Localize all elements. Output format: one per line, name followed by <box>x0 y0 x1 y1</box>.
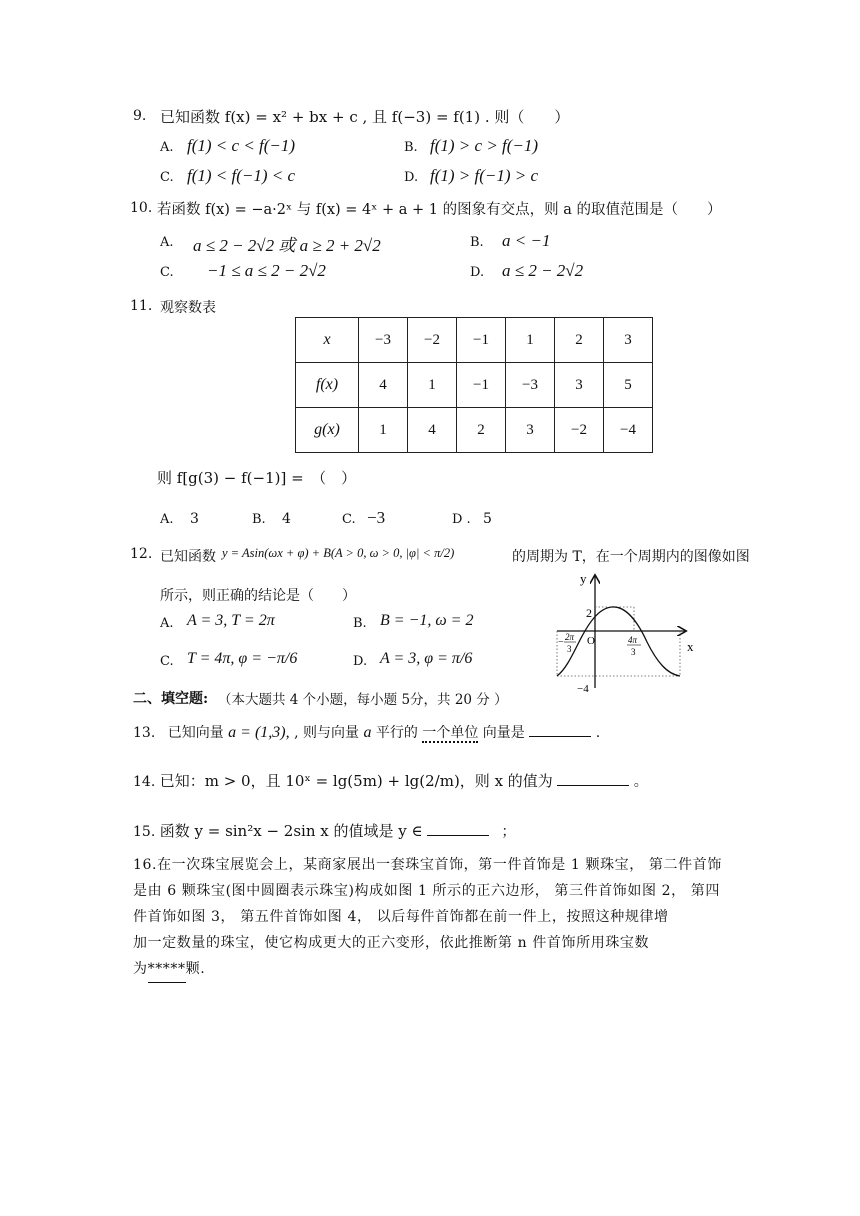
table-cell: −2 <box>408 318 457 363</box>
q9-option-c-label: C. <box>160 170 174 185</box>
q11-option-d-label: D . <box>452 512 471 527</box>
q13-line <box>133 722 600 742</box>
q10-stem: 若函数 f(x) = −a·2ˣ 与 f(x) = 4ˣ + a + 1 的图象有交点，则 a 的取值范围是（ ） <box>157 202 722 218</box>
q15-answer-blank[interactable] <box>427 835 489 836</box>
table-cell: −1 <box>457 318 506 363</box>
table-cell: 3 <box>506 408 555 453</box>
table-cell: 2 <box>457 408 506 453</box>
q11-option-b: 4 <box>282 511 291 527</box>
table-cell: 1 <box>408 363 457 408</box>
x-axis-label: x <box>687 639 694 654</box>
x-left-sign: − <box>558 637 564 648</box>
q11-question: 则 f[g(3) − f(−1)] = （ ） <box>157 469 357 487</box>
table-cell: 1 <box>359 408 408 453</box>
q12-stem-post: 的周期为 T，在一个周期内的图像如图 <box>512 549 750 565</box>
sine-curve <box>557 607 680 676</box>
q12-option-b-label: B. <box>353 616 367 631</box>
q16-paragraph <box>133 852 733 983</box>
q14-answer-blank[interactable] <box>557 785 629 786</box>
q13-post2: 向量是 <box>482 725 525 741</box>
q14-end: 。 <box>633 774 648 790</box>
table-cell: 5 <box>604 363 653 408</box>
q12-option-a: A = 3, T = 2π <box>187 612 275 629</box>
q16-line5-post: 颗. <box>185 961 206 977</box>
q16-answer-blank[interactable]: ***** <box>148 956 186 983</box>
q14-text: 已知：m > 0，且 10ˣ = lg(5m) + lg(2/m)，则 x 的值为 <box>159 772 553 790</box>
q12-stem-pre: 已知函数 <box>160 549 216 565</box>
q14-number: 14. <box>133 774 156 790</box>
q15-end: ； <box>501 824 516 840</box>
q11-data-table <box>295 317 653 453</box>
q9-option-b-label: B. <box>404 140 418 155</box>
q10-option-d: a ≤ 2 − 2√2 <box>502 261 584 280</box>
table-cell: −1 <box>457 363 506 408</box>
table-cell: 4 <box>408 408 457 453</box>
q13-post1: 平行的 <box>375 725 418 741</box>
table-row-label: f(x) <box>296 363 359 408</box>
origin-label: O <box>587 635 595 647</box>
q12-option-c-label: C. <box>160 654 174 669</box>
q9-option-a-label: A. <box>160 140 174 155</box>
q15-number: 15. <box>133 824 156 840</box>
x-right-denominator: 3 <box>631 647 636 657</box>
table-row-label: g(x) <box>296 408 359 453</box>
y-min-label: −4 <box>577 683 589 695</box>
table-row <box>296 318 653 363</box>
q11-option-b-label: B. <box>252 512 266 527</box>
q9-option-b: f(1) > c > f(−1) <box>430 136 539 155</box>
q11-option-a: 3 <box>190 511 199 527</box>
q16-line: 件首饰如图 3， 第五件首饰如图 4， 以后每件首饰都在前一件上，按照这种规律增 <box>133 909 669 925</box>
q10-option-d-label: D. <box>470 265 485 280</box>
section-note: （本大题共 4 个小题，每小题 5分，共 20 分 ） <box>218 692 508 708</box>
q13-end: . <box>595 725 601 741</box>
q11-number: 11. <box>130 298 153 314</box>
q10-option-b: a < −1 <box>502 231 551 250</box>
q10-option-c: −1 ≤ a ≤ 2 − 2√2 <box>207 261 326 280</box>
table-cell: −3 <box>359 318 408 363</box>
section-title: 二、填空题: <box>133 691 209 707</box>
q12-option-c: T = 4π, φ = −π/6 <box>187 650 298 667</box>
q11-option-d: 5 <box>483 511 492 527</box>
q13-vector2: a <box>363 724 372 741</box>
q9-option-d: f(1) > f(−1) > c <box>430 166 539 185</box>
table-cell: 1 <box>506 318 555 363</box>
q15-line <box>133 820 516 841</box>
q11-stem: 观察数表 <box>160 300 216 316</box>
q11-option-c-label: C. <box>342 512 356 527</box>
q12-option-b: B = −1, ω = 2 <box>380 612 474 629</box>
table-cell: 3 <box>604 318 653 363</box>
table-cell: 2 <box>555 318 604 363</box>
table-cell: −2 <box>555 408 604 453</box>
table-row <box>296 408 653 453</box>
q9-option-c: f(1) < f(−1) < c <box>187 166 296 185</box>
table-cell: −4 <box>604 408 653 453</box>
q13-mid: , 则与向量 <box>294 725 359 741</box>
q10-option-c-label: C. <box>160 265 174 280</box>
table-cell: 3 <box>555 363 604 408</box>
q15-text: 函数 y = sin²x − 2sin x 的值域是 y ∈ <box>159 822 423 840</box>
y-max-label: 2 <box>586 606 592 620</box>
q13-emphasis: 一个单位 <box>422 725 479 741</box>
q14-line <box>133 770 648 791</box>
q13-answer-blank[interactable] <box>529 736 591 737</box>
q11-option-a-label: A. <box>160 512 174 527</box>
q12-stem-line2: 所示，则正确的结论是（ ） <box>160 588 356 604</box>
x-left-numerator: 2π <box>565 632 575 642</box>
q12-sine-graph <box>555 570 705 695</box>
q16-line <box>133 956 733 983</box>
q10-option-a: a ≤ 2 − 2√2 或 a ≥ 2 + 2√2 <box>193 236 381 255</box>
q9-option-a: f(1) < c < f(−1) <box>187 136 296 155</box>
q12-number: 12. <box>130 546 153 562</box>
x-left-denominator: 3 <box>567 644 572 654</box>
table-cell: −3 <box>506 363 555 408</box>
q11-option-c: −3 <box>367 508 386 527</box>
q12-option-d: A = 3, φ = π/6 <box>380 650 473 667</box>
y-axis-label: y <box>580 571 587 586</box>
q10-number: 10. <box>130 200 153 216</box>
q12-option-d-label: D. <box>353 654 368 669</box>
q10-option-a-label: A. <box>160 235 174 250</box>
table-row-label: x <box>296 318 359 363</box>
q13-vector: a = (1,3), <box>228 724 290 741</box>
q13-pre: 已知向量 <box>167 725 224 741</box>
q12-formula: y = Asin(ωx + φ) + B(A > 0, ω > 0, |φ| < π/2) <box>222 546 455 560</box>
q16-line: 是由 6 颗珠宝(图中圆圈表示珠宝)构成如图 1 所示的正六边形， 第三件首饰如图 2， 第四 <box>133 883 720 899</box>
q13-number: 13. <box>133 725 156 741</box>
q9-number: 9. <box>133 108 147 124</box>
q10-option-b-label: B. <box>470 235 484 250</box>
table-row <box>296 363 653 408</box>
q9-stem: 已知函数 f(x) = x² + bx + c , 且 f(−3) = f(1) . 则（ ） <box>160 108 570 126</box>
q16-line: 16.在一次珠宝展览会上，某商家展出一套珠宝首饰，第一件首饰是 1 颗珠宝， 第二件首饰 <box>133 857 722 873</box>
table-cell: 4 <box>359 363 408 408</box>
x-right-numerator: 4π <box>628 635 638 645</box>
q9-option-d-label: D. <box>404 170 419 185</box>
q16-line5-pre: 为 <box>133 961 148 977</box>
q16-line: 加一定数量的珠宝，使它构成更大的正六变形，依此推断第 n 件首饰所用珠宝数 <box>133 935 650 951</box>
q12-option-a-label: A. <box>160 616 174 631</box>
